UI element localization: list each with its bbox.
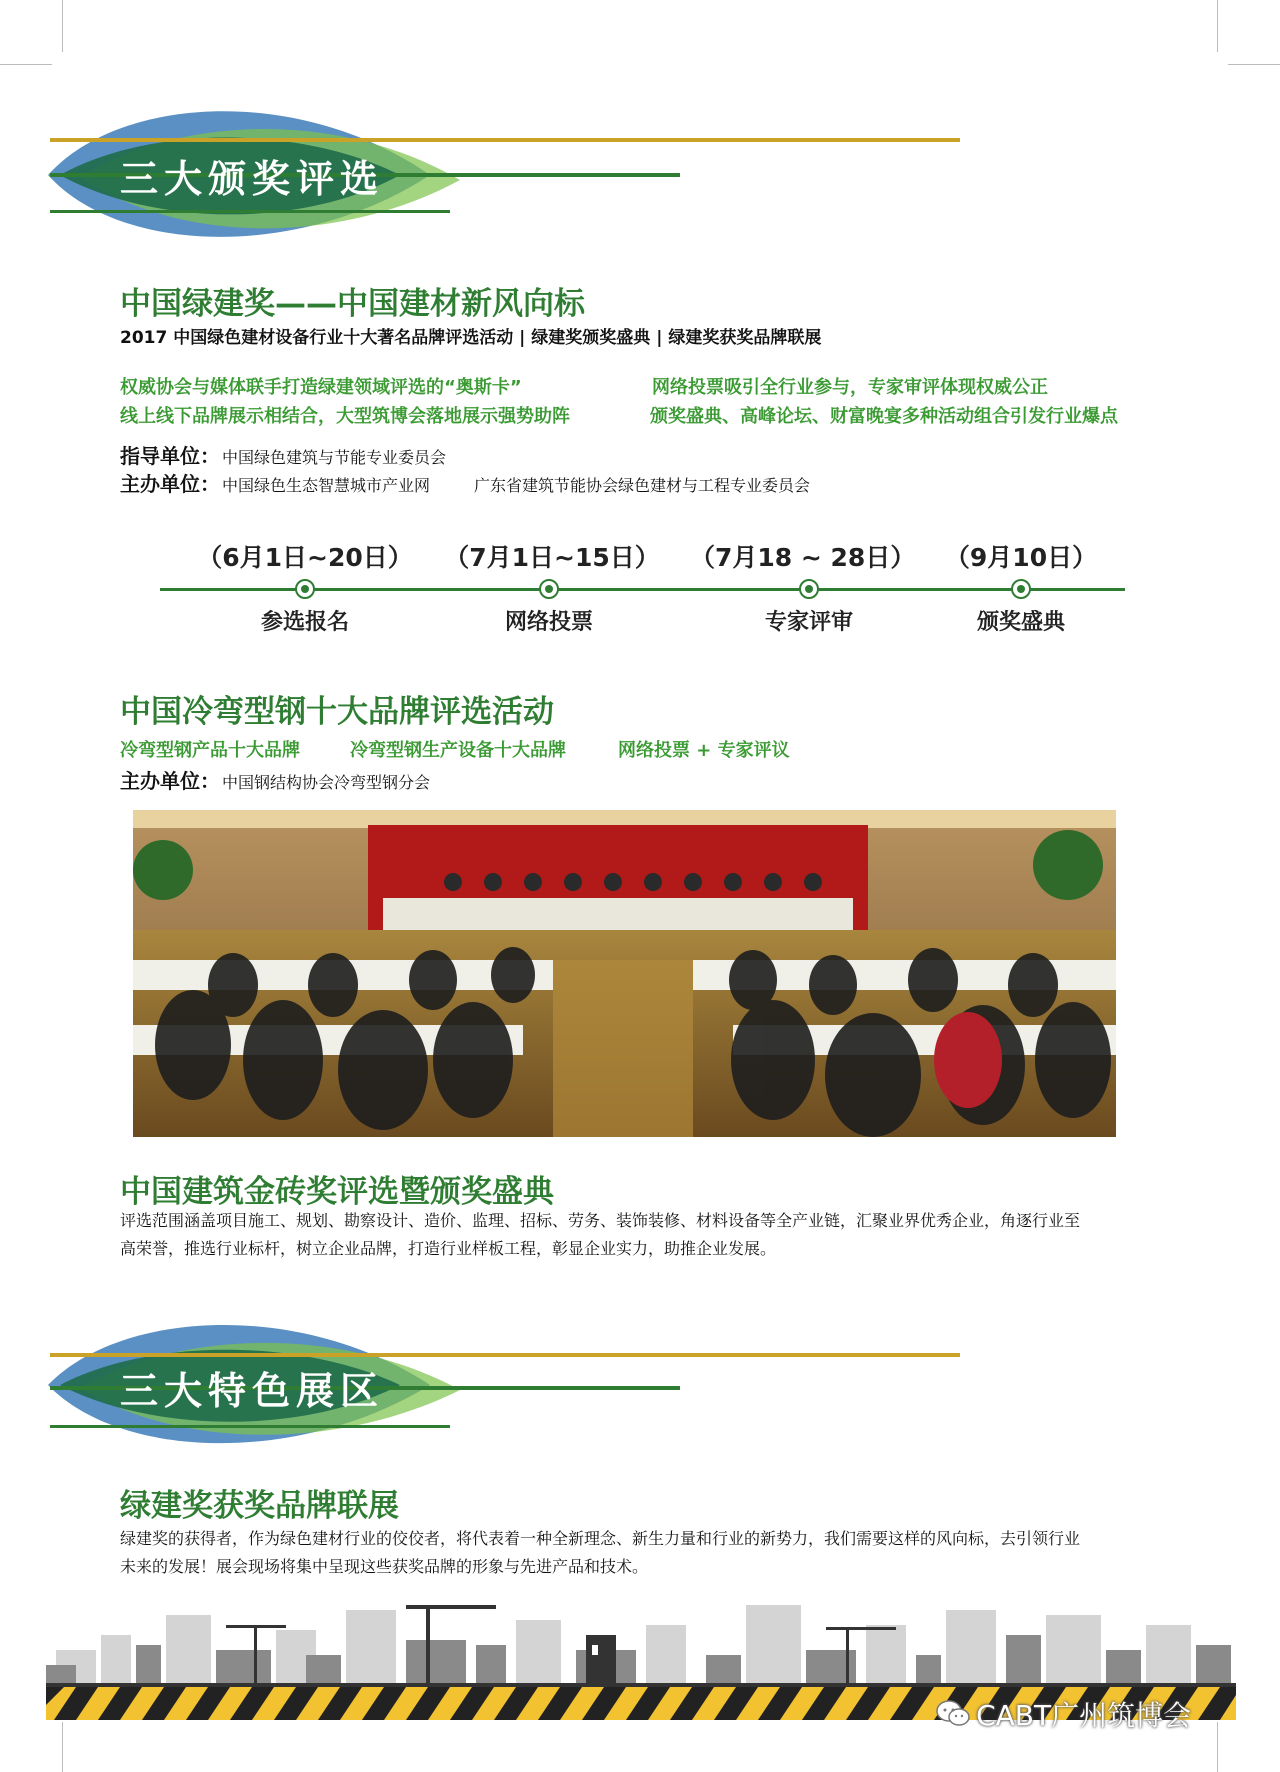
crop-mark <box>62 0 63 52</box>
award-subtitle: 2017 中国绿色建材设备行业十大著名品牌评选活动 | 绿建奖颁奖盛典 | 绿建奖获奖品牌联展 <box>120 328 822 348</box>
crop-mark <box>1228 64 1280 65</box>
watermark-text: CABT广州筑博会 <box>976 1699 1192 1732</box>
section-banner-awards <box>40 85 960 260</box>
host-unit-label: 主办单位： <box>120 769 220 793</box>
timeline-label: 专家评审 <box>764 610 853 635</box>
highlight-text: 颁奖盛典、高峰论坛、财富晚宴多种活动组合引发行业爆点 <box>650 406 1118 427</box>
host-unit <box>120 765 430 794</box>
crop-mark <box>1217 1722 1218 1772</box>
timeline-date: （7月1日~15日） <box>444 543 660 572</box>
timeline-label: 参选报名 <box>260 610 349 635</box>
watermark <box>935 1694 1191 1734</box>
timeline-dot <box>539 579 559 599</box>
highlight-text: 网络投票吸引全行业参与，专家审评体现权威公正 <box>652 377 1048 398</box>
timeline-date: （6月1日~20日） <box>197 543 413 572</box>
timeline-dot <box>799 579 819 599</box>
highlight-text: 线上线下品牌展示相结合，大型筑博会落地展示强势助阵 <box>120 406 570 427</box>
highlight-text: 权威协会与媒体联手打造绿建领域评选的“奥斯卡” <box>120 377 522 398</box>
conference-photo-illustration <box>133 810 1116 1137</box>
timeline-label: 颁奖盛典 <box>976 610 1065 635</box>
host-unit <box>120 468 810 497</box>
crop-mark <box>62 1722 63 1772</box>
timeline-date: （9月10日） <box>944 543 1098 572</box>
timeline-date: （7月18 ~ 28日） <box>690 543 916 572</box>
timeline-dot <box>295 579 315 599</box>
zone-description: 绿建奖的获得者，作为绿色建材行业的佼佼者，将代表着一种全新理念、新生力量和行业的新势力，我们需要这样的风向标，去引领行业未来的发展！展会现场将集中呈现这些获奖品牌的形象与先进产品和技术。 <box>120 1529 1081 1576</box>
timeline-dot <box>1011 579 1031 599</box>
highlight-text: 冷弯型钢生产设备十大品牌 <box>350 740 566 761</box>
award-title: 中国冷弯型钢十大品牌评选活动 <box>120 694 554 730</box>
crop-mark <box>0 64 52 65</box>
zone-title: 绿建奖获奖品牌联展 <box>120 1488 399 1524</box>
banner-title: 三大特色展区 <box>120 1369 385 1413</box>
wechat-icon <box>935 1699 971 1729</box>
crop-mark <box>1217 0 1218 52</box>
guide-unit-label: 指导单位： <box>120 444 220 468</box>
guide-unit <box>120 440 446 469</box>
timeline-label: 网络投票 <box>504 610 593 635</box>
host-unit-value: 中国绿色生态智慧城市产业网 <box>222 476 431 495</box>
section-banner-zones <box>40 1300 960 1460</box>
award-title: 中国建筑金砖奖评选暨颁奖盛典 <box>120 1174 554 1210</box>
host-unit-label: 主办单位： <box>120 472 220 496</box>
award-description: 评选范围涵盖项目施工、规划、勘察设计、造价、监理、招标、劳务、装饰装修、材料设备等全产业链，汇聚业界优秀企业，角逐行业至高荣誉，推选行业标杆，树立企业品牌，打造行业样板工程，彰显企业实力，助推企业发展。 <box>120 1211 1081 1258</box>
highlight-text: 网络投票 + 专家评议 <box>618 740 790 761</box>
award-title: 中国绿建奖——中国建材新风向标 <box>120 286 585 322</box>
conference-photo <box>133 810 1116 1137</box>
timeline <box>0 530 1280 640</box>
banner-title: 三大颁奖评选 <box>120 157 385 201</box>
highlight-text: 冷弯型钢产品十大品牌 <box>120 740 300 761</box>
host-unit-value: 广东省建筑节能协会绿色建材与工程专业委员会 <box>474 476 811 495</box>
host-unit-value: 中国钢结构协会冷弯型钢分会 <box>222 773 431 792</box>
guide-unit-value: 中国绿色建筑与节能专业委员会 <box>222 448 447 467</box>
